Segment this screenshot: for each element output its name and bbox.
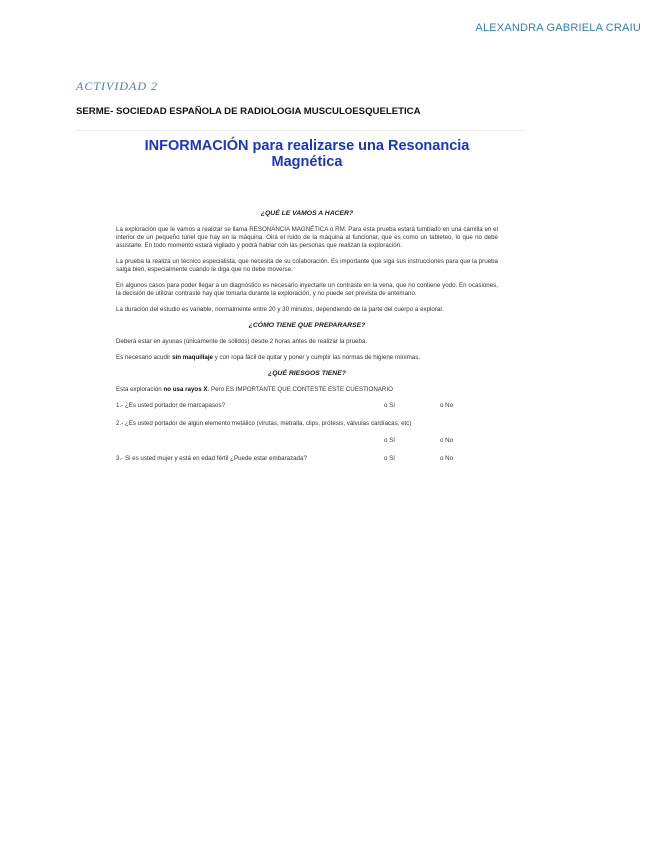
text-run: y con ropa fácil de quitar y poner y cumplir las normas de higiene mínimas. [212,354,421,361]
section-heading-prepare: ¿CÓMO TIENE QUE PREPARARSE? [248,322,366,329]
section-heading-what: ¿QUÉ LE VAMOS A HACER? [260,210,354,217]
text-run: . Pero ES IMPORTANTE QUE CONTESTE ESTE CUESTIONARIO [207,386,393,393]
paragraph: En algunos casos para poder llegar a un diagnóstico es necesario inyectarle un contraste en la vena, que no contiene yodo. En ocasiones, la decisión de utilizar contraste hay que tomarla durante la exploración, y no puede ser prevista de antemano. [116,282,498,297]
question-options [384,437,498,445]
embedded-document [116,138,498,473]
bold-text: sin maquillaje [172,354,213,361]
activity-heading: ACTIVIDAD 2 [76,79,158,93]
divider [76,130,526,131]
question-text: 1.- ¿Es usted portador de marcapasos? [116,402,226,409]
option-no: o No [440,437,454,444]
option-no: o No [440,455,454,462]
paragraph [116,386,498,394]
text-run: Es necesario acudir [116,354,173,361]
paragraph: La exploración que le vamos a realizar se llama RESONANCIA MAGNÉTICA o RM. Para esta prueba estará tumbado en una camilla en el interior de un pequeño túnel que hay en la máquina. Oirá el ruido de la máquina al funcionar, que es como un tableteo, lo que no debe asustarle. En todo momento estará vigilado y podrá hablar con las personas que realizan la exploración. [116,226,498,249]
author-name: ALEXANDRA GABRIELA CRAIU [475,22,641,34]
document-title: INFORMACIÓN para realizarse una Resonancia Magnética [144,138,470,170]
text-run: Esta exploración [116,386,164,393]
section-heading-risks: ¿QUÉ RIESGOS TIENE? [268,370,346,377]
paragraph: La duración del estudio es variable, normalmente entre 20 y 30 minutos, dependiendo de la parte del cuerpo a explorar. [116,306,444,313]
option-yes: o Sí [384,455,396,462]
question-row [116,455,498,463]
option-yes: o Sí [384,402,396,409]
organization-title: SERME- SOCIEDAD ESPAÑOLA DE RADIOLOGIA MUSCULOESQUELETICA [76,106,421,117]
paragraph: Deberá estar en ayunas (únicamente de sólidos) desde 2 horas antes de realizar la prueba. [116,338,368,345]
question-text: 3.- Si es usted mujer y está en edad fértil ¿Puede estar embarazada? [116,455,307,462]
paragraph [116,354,498,362]
bold-text: no usa rayos X [163,386,208,393]
paragraph: La prueba la realiza un técnico especialista, que necesita de su colaboración. Es importante que siga sus instrucciones para que la prueba salga bien, especialmente cuando le diga que no debe moverse. [116,258,498,273]
option-no: o No [440,402,454,409]
question-row [116,402,498,410]
option-yes: o Sí [384,437,396,444]
question-text: 2.- ¿Es usted portador de algún elemento metálico (virutas, metralla, clips, prótesis, válvulas cardíacas, etc) [116,420,412,427]
